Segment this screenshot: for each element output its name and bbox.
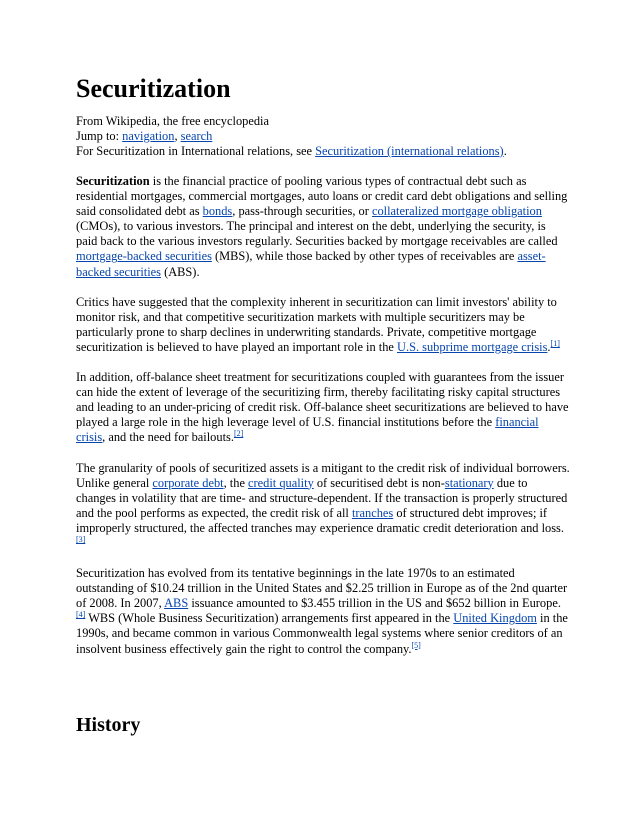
hatnote-link[interactable]: Securitization (international relations) [315,144,504,158]
text: of securitised debt is non- [313,475,445,490]
paragraph-evolution [76,566,570,657]
bold-term: Securitization [76,174,150,188]
link-credit-quality[interactable]: credit quality [248,475,314,490]
text: In addition, off-balance sheet treatment for securitizations coupled with guarantees from the issuer can hide the extent of leverage of the securitizing firm, thereby facilitating risky capital structures and leading to an under-pricing of credit risk. Off-balance sheet securitizations are believed to have played a large role in the high leverage level of U.S. financial institutions before the [76,370,569,430]
reference-2[interactable]: [2] [233,429,244,439]
text: . [547,339,551,354]
text: issuance amounted to $3.455 trillion in the US and $652 billion in Europe. [188,596,561,611]
text: (CMOs), to various investors. The principal and interest on the debt, underlying the security, is paid back to the various investors regularly. Securities backed by mortgage receivables are called [76,219,558,249]
text: is the financial practice of pooling various types of contractual debt such as residential mortgages, commercial mortgages, auto loans or credit card debt obligations and selling said consolidated debt as [76,174,568,219]
link-united-kingdom[interactable]: United Kingdom [453,611,537,626]
reference-5[interactable]: [5] [411,640,421,650]
link-bonds[interactable]: bonds [202,204,233,219]
hatnote [76,144,570,159]
search-link[interactable]: search [180,129,213,143]
text: (MBS), while those backed by other types of receivables are [211,249,518,264]
text: of structured debt improves; if improperly structured, the affected tranches may experience dramatic credit deterioration and loss. [76,505,564,535]
tagline: From Wikipedia, the free encyclopedia [76,114,269,128]
text: , pass-through securities, or [232,204,372,219]
paragraph-off-balance [76,370,570,445]
reference-4[interactable]: [4] [76,610,86,620]
jump-separator: , [174,129,181,143]
link-subprime-crisis[interactable]: U.S. subprime mortgage crisis [397,339,548,354]
text: due to changes in volatility that are time- and structure-dependent. If the transaction is properly structured and the pool performs as expected, the credit risk of all [76,475,568,520]
hatnote-prefix: For Securitization in International relations, see [76,144,316,158]
section-heading-history: History [76,714,141,736]
hatnote-suffix: . [503,144,507,158]
paragraph-critics [76,295,570,355]
link-financial-crisis[interactable]: financial crisis [76,415,539,445]
link-cmo[interactable]: collateralized mortgage obligation [371,204,542,219]
jump-prefix: Jump to: [76,129,123,143]
link-abs[interactable]: asset-backed securities [76,249,546,279]
reference-3[interactable]: [3] [76,534,86,544]
article [76,74,570,736]
text: in the 1990s, and became common in various Commonwealth legal systems where senior creditors of an insolvent business effectively gain the right to control the company. [76,611,568,656]
link-tranches[interactable]: tranches [351,505,394,520]
navigation-link[interactable]: navigation [122,129,175,143]
page-title: Securitization [76,74,231,103]
link-mbs[interactable]: mortgage-backed securities [76,249,212,264]
link-stationary[interactable]: stationary [444,475,494,490]
text: , and the need for bailouts. [102,430,234,445]
jump-links [76,129,570,144]
text: The granularity of pools of securitized assets is a mitigant to the credit risk of individual borrowers. Unlike general [76,460,570,490]
paragraph-granularity [76,461,570,552]
text: Securitization has evolved from its tentative beginnings in the late 1970s to an estimated outstanding of $10.24 trillion in the United States and $2.25 trillion in Europe as of the 2nd quarter of 2008. In 2007, [76,566,568,611]
text: , the [223,475,249,490]
paragraph-intro [76,174,570,280]
text: Critics have suggested that the complexity inherent in securitization can limit investors' ability to monitor risk, and that competitive securitization markets with multiple securitizers may be particularly prone to sharp declines in underwriting standards. Private, competitive mortgage securitization is believed to have played an important role in the [76,294,557,354]
reference-1[interactable]: [1] [550,338,560,348]
link-abs-short[interactable]: ABS [164,596,189,611]
text: (ABS). [160,264,200,279]
link-corporate-debt[interactable]: corporate debt [152,475,224,490]
text: WBS (Whole Business Securitization) arrangements first appeared in the [85,611,454,626]
